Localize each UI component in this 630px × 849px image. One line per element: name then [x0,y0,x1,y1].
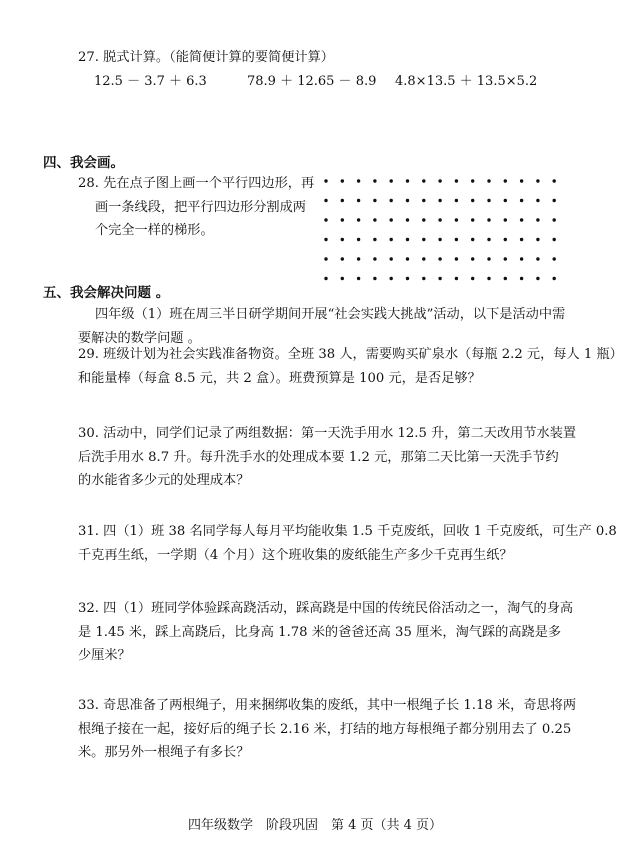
grid-dot [422,218,425,221]
page-footer: 四年级数学 阶段巩固 第 4 页（共 4 页） [187,818,443,833]
question-32 [78,597,573,668]
grid-dot [422,179,425,182]
q30-line-2: 后洗手用水 8.7 升。每升洗手水的处理成本要 1.2 元，那第二天比第一天洗手节约 [78,449,559,465]
grid-dot [536,199,539,202]
grid-dot [471,218,474,221]
q31-line-2: 千克再生纸，一学期（4 个月）这个班收集的废纸能生产多少千克再生纸？ [78,547,513,563]
grid-dot [487,238,490,241]
q33-line-3: 米。那另外一根绳子有多长？ [78,745,250,760]
grid-dot [357,218,360,221]
q28-line-1: 28. 先在点子图上画一个平行四边形，再 [78,176,315,191]
grid-dot [373,277,376,280]
question-29 [78,343,623,390]
grid-dot [406,277,409,280]
grid-dot [357,199,360,202]
grid-dot [520,238,523,241]
grid-dot [341,277,344,280]
question-27-title: 27. 脱式计算。（能简便计算的要简便计算） [78,50,334,65]
section-5-title: 五、我会解决问题 。 [43,285,170,301]
question-30 [78,422,576,493]
grid-dot [471,179,474,182]
grid-dot [406,179,409,182]
grid-dot [390,277,393,280]
question-33 [78,694,576,765]
grid-dot [341,179,344,182]
grid-dot [438,218,441,221]
grid-dot [324,238,327,241]
grid-dot [504,277,507,280]
q29-line-2: 和能量棒（每盒 8.5 元，共 2 盒）。班费预算是 100 元，是否足够？ [78,370,481,386]
grid-dot [390,199,393,202]
grid-dot [520,218,523,221]
grid-dot [373,238,376,241]
q30-line-1: 30. 活动中，同学们记录了两组数据：第一天洗手用水 12.5 升，第二天改用节水装置 [78,426,577,441]
grid-dot [406,199,409,202]
grid-dot [324,257,327,260]
grid-dot [487,179,490,182]
q31-line-1: 31. 四（1）班 38 名同学每人每月平均能收集 1.5 千克废纸，回收 1 千克废纸，可生产 0.8 [78,524,617,539]
grid-dot [373,218,376,221]
intro-line-2: 要解决的数学问题 。 [78,330,201,346]
grid-dot [438,199,441,202]
grid-dot [455,199,458,202]
q32-line-2: 是 1.45 米，踩上高跷后，比身高 1.78 米的爸爸还高 35 厘米，淘气踩的高跷是多 [78,624,562,640]
grid-dot [422,277,425,280]
q32-line-3: 少厘米？ [78,648,131,663]
grid-dot [553,277,556,280]
grid-dot [520,257,523,260]
grid-dot [438,179,441,182]
grid-dot [406,218,409,221]
grid-dot [471,257,474,260]
grid-dot [324,179,327,182]
grid-dot [373,257,376,260]
q28-line-3: 个完全一样的梯形。 [95,223,214,238]
grid-dot [520,277,523,280]
grid-dot [455,238,458,241]
grid-dot [324,199,327,202]
intro-line-1: 四年级（1）班在周三半日研学期间开展“社会实践大挑战”活动，以下是活动中需 [95,307,566,322]
grid-dot [422,257,425,260]
grid-dot [324,218,327,221]
grid-dot [341,238,344,241]
grid-dot [536,257,539,260]
grid-dot [357,257,360,260]
grid-dot [553,218,556,221]
grid-dot [487,199,490,202]
grid-dot [341,199,344,202]
grid-dot [390,179,393,182]
grid-dot [324,277,327,280]
q29-line-1: 29. 班级计划为社会实践准备物资。全班 38 人，需要购买矿泉水（每瓶 2.2 元，每人 1 瓶） [78,347,623,362]
grid-dot [504,218,507,221]
grid-dot [455,179,458,182]
grid-dot [390,218,393,221]
grid-dot [553,199,556,202]
grid-dot [455,257,458,260]
grid-dot [471,199,474,202]
grid-dot [487,257,490,260]
grid-dot [422,238,425,241]
q33-line-1: 33. 奇思准备了两根绳子，用来捆绑收集的废纸，其中一根绳子长 1.18 米，奇思将两 [78,698,577,713]
q28-line-2: 画一条线段，把平行四边形分割成两 [95,199,306,215]
grid-dot [504,257,507,260]
grid-dot [438,277,441,280]
grid-dot [455,218,458,221]
grid-dot [504,179,507,182]
q32-line-1: 32. 四（1）班同学体验踩高跷活动，踩高跷是中国的传统民俗活动之一，淘气的身高 [78,601,574,616]
grid-dot [504,199,507,202]
grid-dot [536,179,539,182]
question-31 [78,520,617,567]
q27-expression-3: 4.8×13.5 ＋ 13.5×5.2 [395,74,538,89]
grid-dot [536,218,539,221]
q33-line-2: 根绳子接在一起，接好后的绳子长 2.16 米，打结的地方每根绳子都分别用去了 0.25 [78,721,572,737]
grid-dot [390,257,393,260]
dot-grid[interactable] [322,176,562,286]
grid-dot [536,277,539,280]
grid-dot [553,179,556,182]
grid-dot [390,238,393,241]
question-28-text [78,172,314,243]
grid-dot [487,277,490,280]
grid-dot [553,257,556,260]
grid-dot [487,218,490,221]
grid-dot [341,218,344,221]
grid-dot [438,257,441,260]
grid-dot [520,179,523,182]
grid-dot [422,199,425,202]
grid-dot [438,238,441,241]
grid-dot [406,238,409,241]
q27-expression-1: 12.5 － 3.7 ＋ 6.3 [94,74,207,89]
grid-dot [341,257,344,260]
grid-dot [406,257,409,260]
grid-dot [373,179,376,182]
grid-dot [373,199,376,202]
grid-dot [357,277,360,280]
grid-dot [520,199,523,202]
grid-dot [357,238,360,241]
grid-dot [536,238,539,241]
grid-dot [471,238,474,241]
section-4-title: 四、我会画。 [43,155,124,171]
grid-dot [455,277,458,280]
dot-grid-svg [322,176,562,286]
grid-dot [471,277,474,280]
grid-dot [553,238,556,241]
grid-dot [357,179,360,182]
q27-expression-2: 78.9 ＋ 12.65 － 8.9 [247,74,377,89]
q30-line-3: 的水能省多少元的处理成本？ [78,473,250,488]
grid-dot [504,238,507,241]
